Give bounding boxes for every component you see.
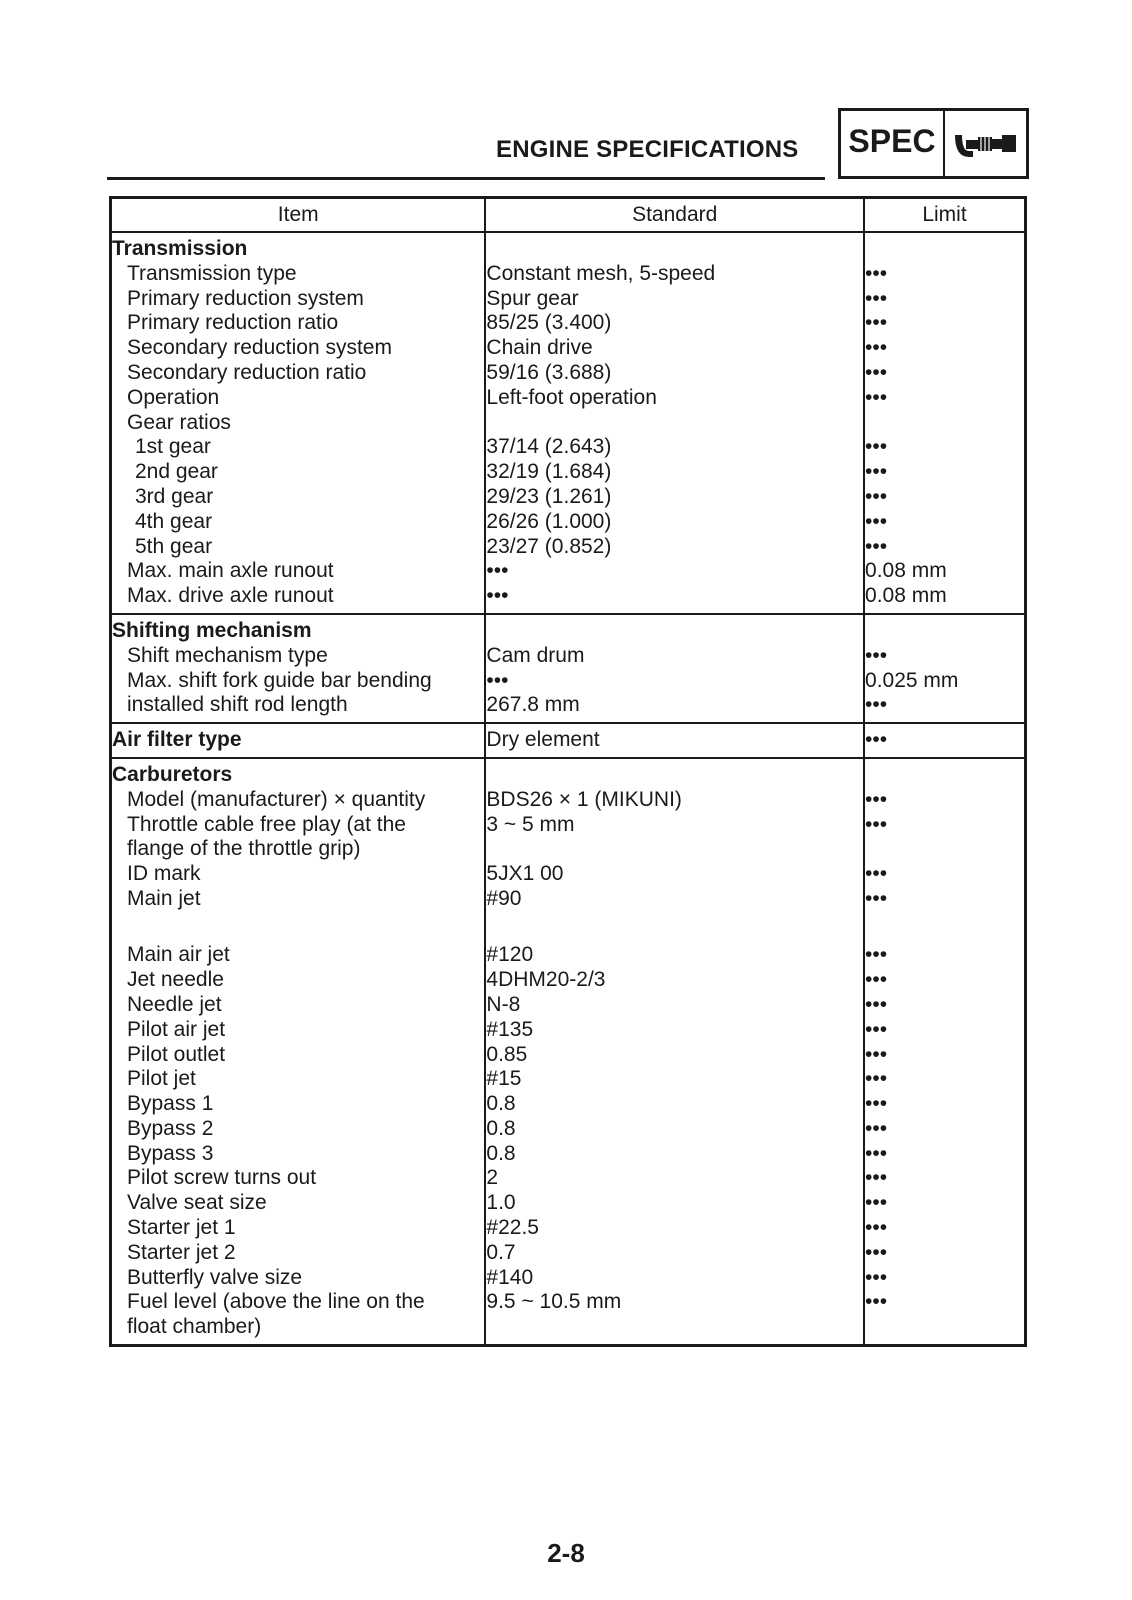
table-row: [111, 943, 1026, 968]
item-label: Pilot jet: [127, 1067, 196, 1091]
section-title-text: Shifting mechanism: [112, 618, 312, 642]
standard-cell: #140: [485, 1266, 864, 1291]
item-label: 2nd gear: [135, 460, 218, 484]
micrometer-icon: [945, 111, 1026, 176]
item-label: Main jet: [127, 886, 201, 910]
standard-cell: [485, 614, 864, 644]
limit-cell: •••: [864, 1166, 1025, 1191]
item-label: 4th gear: [135, 509, 213, 533]
item-cell: [111, 1266, 486, 1291]
table-row: [111, 460, 1026, 485]
table-row: [111, 862, 1026, 887]
limit-cell: [864, 912, 1025, 944]
item-cell: [111, 1290, 486, 1315]
standard-cell: 3 ~ 5 mm: [485, 813, 864, 838]
item-cell: [111, 993, 486, 1018]
limit-cell: •••: [864, 262, 1025, 287]
item-cell: [111, 435, 486, 460]
item-label: flange of the throttle grip): [127, 837, 361, 861]
section-header-row: [111, 758, 1026, 788]
item-label: ID mark: [127, 862, 201, 886]
table-row: [111, 788, 1026, 813]
standard-cell: 26/26 (1.000): [485, 510, 864, 535]
standard-cell: •••: [485, 559, 864, 584]
limit-cell: •••: [864, 1117, 1025, 1142]
item-cell: [111, 336, 486, 361]
limit-cell: •••: [864, 993, 1025, 1018]
table-row: [111, 1266, 1026, 1291]
table-row: [111, 968, 1026, 993]
item-label: Max. main axle runout: [127, 559, 334, 583]
limit-cell: •••: [864, 1266, 1025, 1291]
header-rule: [107, 177, 825, 180]
limit-cell: •••: [864, 1067, 1025, 1092]
limit-cell: [864, 1315, 1025, 1345]
standard-cell: Cam drum: [485, 644, 864, 669]
table-row: [111, 887, 1026, 912]
limit-cell: •••: [864, 386, 1025, 411]
item-label: Valve seat size: [127, 1191, 267, 1215]
limit-cell: •••: [864, 887, 1025, 912]
table-row: [111, 1067, 1026, 1092]
item-cell: [111, 1166, 486, 1191]
item-cell: [111, 968, 486, 993]
item-cell: [111, 1067, 486, 1092]
standard-cell: 1.0: [485, 1191, 864, 1216]
limit-cell: •••: [864, 510, 1025, 535]
item-label: Shift mechanism type: [127, 643, 328, 667]
standard-cell: •••: [485, 584, 864, 614]
limit-cell: •••: [864, 788, 1025, 813]
standard-cell: Left-foot operation: [485, 386, 864, 411]
table-row: [111, 837, 1026, 862]
standard-cell: 4DHM20-2/3: [485, 968, 864, 993]
spec-badge: [838, 108, 1029, 179]
page-title: ENGINE SPECIFICATIONS: [496, 136, 799, 163]
item-label: Butterfly valve size: [127, 1265, 303, 1289]
limit-cell: •••: [864, 1290, 1025, 1315]
item-label: Primary reduction system: [127, 286, 364, 310]
item-label: Gear ratios: [127, 410, 231, 434]
section-title: [111, 723, 486, 758]
item-label: Max. drive axle runout: [127, 584, 334, 608]
limit-cell: •••: [864, 1018, 1025, 1043]
standard-cell: [485, 411, 864, 436]
limit-cell: •••: [864, 1092, 1025, 1117]
item-cell: [111, 644, 486, 669]
standard-cell: 0.8: [485, 1117, 864, 1142]
table-row: [111, 1315, 1026, 1345]
standard-cell: N-8: [485, 993, 864, 1018]
item-label: Fuel level (above the line on the: [127, 1290, 425, 1314]
item-label: Transmission type: [127, 261, 297, 285]
standard-cell: 9.5 ~ 10.5 mm: [485, 1290, 864, 1315]
limit-cell: •••: [864, 460, 1025, 485]
item-label: Pilot air jet: [127, 1017, 226, 1041]
item-cell: [111, 669, 486, 694]
section-title: [111, 758, 486, 788]
limit-cell: •••: [864, 1191, 1025, 1216]
limit-cell: •••: [864, 535, 1025, 560]
item-label: Bypass 3: [127, 1141, 214, 1165]
standard-cell: Constant mesh, 5-speed: [485, 262, 864, 287]
column-header-standard: Standard: [485, 198, 864, 233]
limit-cell: [864, 232, 1025, 262]
table-row: [111, 693, 1026, 723]
item-label: Secondary reduction ratio: [127, 360, 367, 384]
standard-cell: 5JX1 00: [485, 862, 864, 887]
item-cell: [111, 287, 486, 312]
table-row: [111, 535, 1026, 560]
item-cell: [111, 1191, 486, 1216]
limit-cell: •••: [864, 693, 1025, 723]
item-cell: [111, 1216, 486, 1241]
standard-cell: 32/19 (1.684): [485, 460, 864, 485]
standard-cell: [485, 758, 864, 788]
table-row: [111, 993, 1026, 1018]
section-header-row: [111, 723, 1026, 758]
item-label: Operation: [127, 385, 220, 409]
item-cell: [111, 584, 486, 614]
item-cell: [111, 535, 486, 560]
limit-cell: 0.025 mm: [864, 669, 1025, 694]
standard-cell: 29/23 (1.261): [485, 485, 864, 510]
item-label: Starter jet 1: [127, 1216, 236, 1240]
limit-cell: •••: [864, 813, 1025, 838]
limit-cell: •••: [864, 968, 1025, 993]
item-label: 3rd gear: [135, 484, 214, 508]
item-label: Pilot outlet: [127, 1042, 226, 1066]
item-cell: [111, 262, 486, 287]
item-cell: [111, 510, 486, 535]
section-header-row: [111, 614, 1026, 644]
limit-cell: •••: [864, 862, 1025, 887]
table-row: [111, 287, 1026, 312]
table-row: [111, 1043, 1026, 1068]
item-cell: [111, 1043, 486, 1068]
item-label: Pilot screw turns out: [127, 1166, 317, 1190]
item-cell: [111, 311, 486, 336]
item-cell: [111, 887, 486, 912]
standard-cell: [485, 1315, 864, 1345]
table-row: [111, 1142, 1026, 1167]
limit-cell: [864, 837, 1025, 862]
table-row: [111, 262, 1026, 287]
item-label: 5th gear: [135, 534, 213, 558]
standard-cell: 0.8: [485, 1092, 864, 1117]
table-row: [111, 584, 1026, 614]
section-title: [111, 614, 486, 644]
table-row: [111, 644, 1026, 669]
item-cell: [111, 1142, 486, 1167]
table-row: [111, 1191, 1026, 1216]
page-number: 2-8: [547, 1538, 585, 1568]
item-label: Needle jet: [127, 992, 222, 1016]
standard-cell: 2: [485, 1166, 864, 1191]
table-row: [111, 485, 1026, 510]
item-label: installed shift rod length: [127, 693, 348, 717]
item-cell: [111, 943, 486, 968]
column-header-item: Item: [111, 198, 486, 233]
standard-cell: 23/27 (0.852): [485, 535, 864, 560]
limit-cell: •••: [864, 361, 1025, 386]
table-row: [111, 813, 1026, 838]
limit-cell: [864, 758, 1025, 788]
limit-cell: •••: [864, 311, 1025, 336]
standard-cell: Dry element: [485, 723, 864, 758]
item-label: Bypass 2: [127, 1116, 214, 1140]
table-row: [111, 435, 1026, 460]
section-header-row: [111, 232, 1026, 262]
spec-badge-label: SPEC: [841, 111, 945, 176]
limit-cell: •••: [864, 1043, 1025, 1068]
item-cell: [111, 693, 486, 723]
item-label: Primary reduction ratio: [127, 311, 339, 335]
item-label: Main air jet: [127, 943, 230, 967]
item-cell: [111, 1117, 486, 1142]
standard-cell: [485, 912, 864, 944]
limit-cell: •••: [864, 943, 1025, 968]
item-cell: [111, 912, 486, 944]
column-header-limit: Limit: [864, 198, 1025, 233]
table-body: [111, 232, 1026, 1346]
table-row: [111, 559, 1026, 584]
table-row: [111, 1018, 1026, 1043]
item-cell: [111, 837, 486, 862]
standard-cell: 59/16 (3.688): [485, 361, 864, 386]
limit-cell: •••: [864, 485, 1025, 510]
table-row: [111, 1166, 1026, 1191]
standard-cell: BDS26 × 1 (MIKUNI): [485, 788, 864, 813]
limit-cell: 0.08 mm: [864, 559, 1025, 584]
limit-cell: •••: [864, 1241, 1025, 1266]
specifications-table: [109, 196, 1027, 1347]
item-cell: [111, 1315, 486, 1345]
item-label: float chamber): [127, 1315, 262, 1339]
item-cell: [111, 485, 486, 510]
item-label: Throttle cable free play (at the: [127, 812, 406, 836]
table-row: [111, 1241, 1026, 1266]
standard-cell: 267.8 mm: [485, 693, 864, 723]
item-cell: [111, 813, 486, 838]
table-row: [111, 912, 1026, 944]
limit-cell: •••: [864, 287, 1025, 312]
limit-cell: [864, 614, 1025, 644]
limit-cell: •••: [864, 723, 1025, 758]
table-row: [111, 1117, 1026, 1142]
standard-cell: #135: [485, 1018, 864, 1043]
item-label: Jet needle: [127, 968, 224, 992]
item-cell: [111, 361, 486, 386]
item-cell: [111, 788, 486, 813]
item-cell: [111, 559, 486, 584]
item-label: Max. shift fork guide bar bending: [127, 668, 432, 692]
table-row: [111, 1290, 1026, 1315]
limit-cell: 0.08 mm: [864, 584, 1025, 614]
table-row: [111, 1092, 1026, 1117]
item-label: Secondary reduction system: [127, 336, 392, 360]
section-title-text: Air filter type: [112, 728, 242, 752]
table-row: [111, 361, 1026, 386]
standard-cell: 85/25 (3.400): [485, 311, 864, 336]
table-row: [111, 1216, 1026, 1241]
item-cell: [111, 1018, 486, 1043]
standard-cell: 0.8: [485, 1142, 864, 1167]
item-label: Model (manufacturer) × quantity: [127, 787, 426, 811]
item-label: Starter jet 2: [127, 1240, 236, 1264]
limit-cell: •••: [864, 435, 1025, 460]
standard-cell: 37/14 (2.643): [485, 435, 864, 460]
standard-cell: 0.85: [485, 1043, 864, 1068]
section-title-text: Carburetors: [112, 762, 233, 786]
standard-cell: #90: [485, 887, 864, 912]
item-cell: [111, 411, 486, 436]
standard-cell: 0.7: [485, 1241, 864, 1266]
standard-cell: [485, 232, 864, 262]
table-row: [111, 386, 1026, 411]
table-row: [111, 411, 1026, 436]
limit-cell: [864, 411, 1025, 436]
table-row: [111, 311, 1026, 336]
item-cell: [111, 1241, 486, 1266]
item-label: 1st gear: [135, 435, 211, 459]
standard-cell: Spur gear: [485, 287, 864, 312]
standard-cell: •••: [485, 669, 864, 694]
item-cell: [111, 460, 486, 485]
table-header-row: [111, 198, 1026, 233]
item-cell: [111, 386, 486, 411]
standard-cell: [485, 837, 864, 862]
limit-cell: •••: [864, 336, 1025, 361]
section-title-text: Transmission: [112, 237, 248, 260]
item-cell: [111, 862, 486, 887]
standard-cell: #120: [485, 943, 864, 968]
table-row: [111, 336, 1026, 361]
standard-cell: #15: [485, 1067, 864, 1092]
item-label: Bypass 1: [127, 1092, 214, 1116]
standard-cell: Chain drive: [485, 336, 864, 361]
table-row: [111, 669, 1026, 694]
section-title: [111, 232, 486, 262]
standard-cell: #22.5: [485, 1216, 864, 1241]
limit-cell: •••: [864, 644, 1025, 669]
limit-cell: •••: [864, 1142, 1025, 1167]
table-row: [111, 510, 1026, 535]
limit-cell: •••: [864, 1216, 1025, 1241]
item-cell: [111, 1092, 486, 1117]
